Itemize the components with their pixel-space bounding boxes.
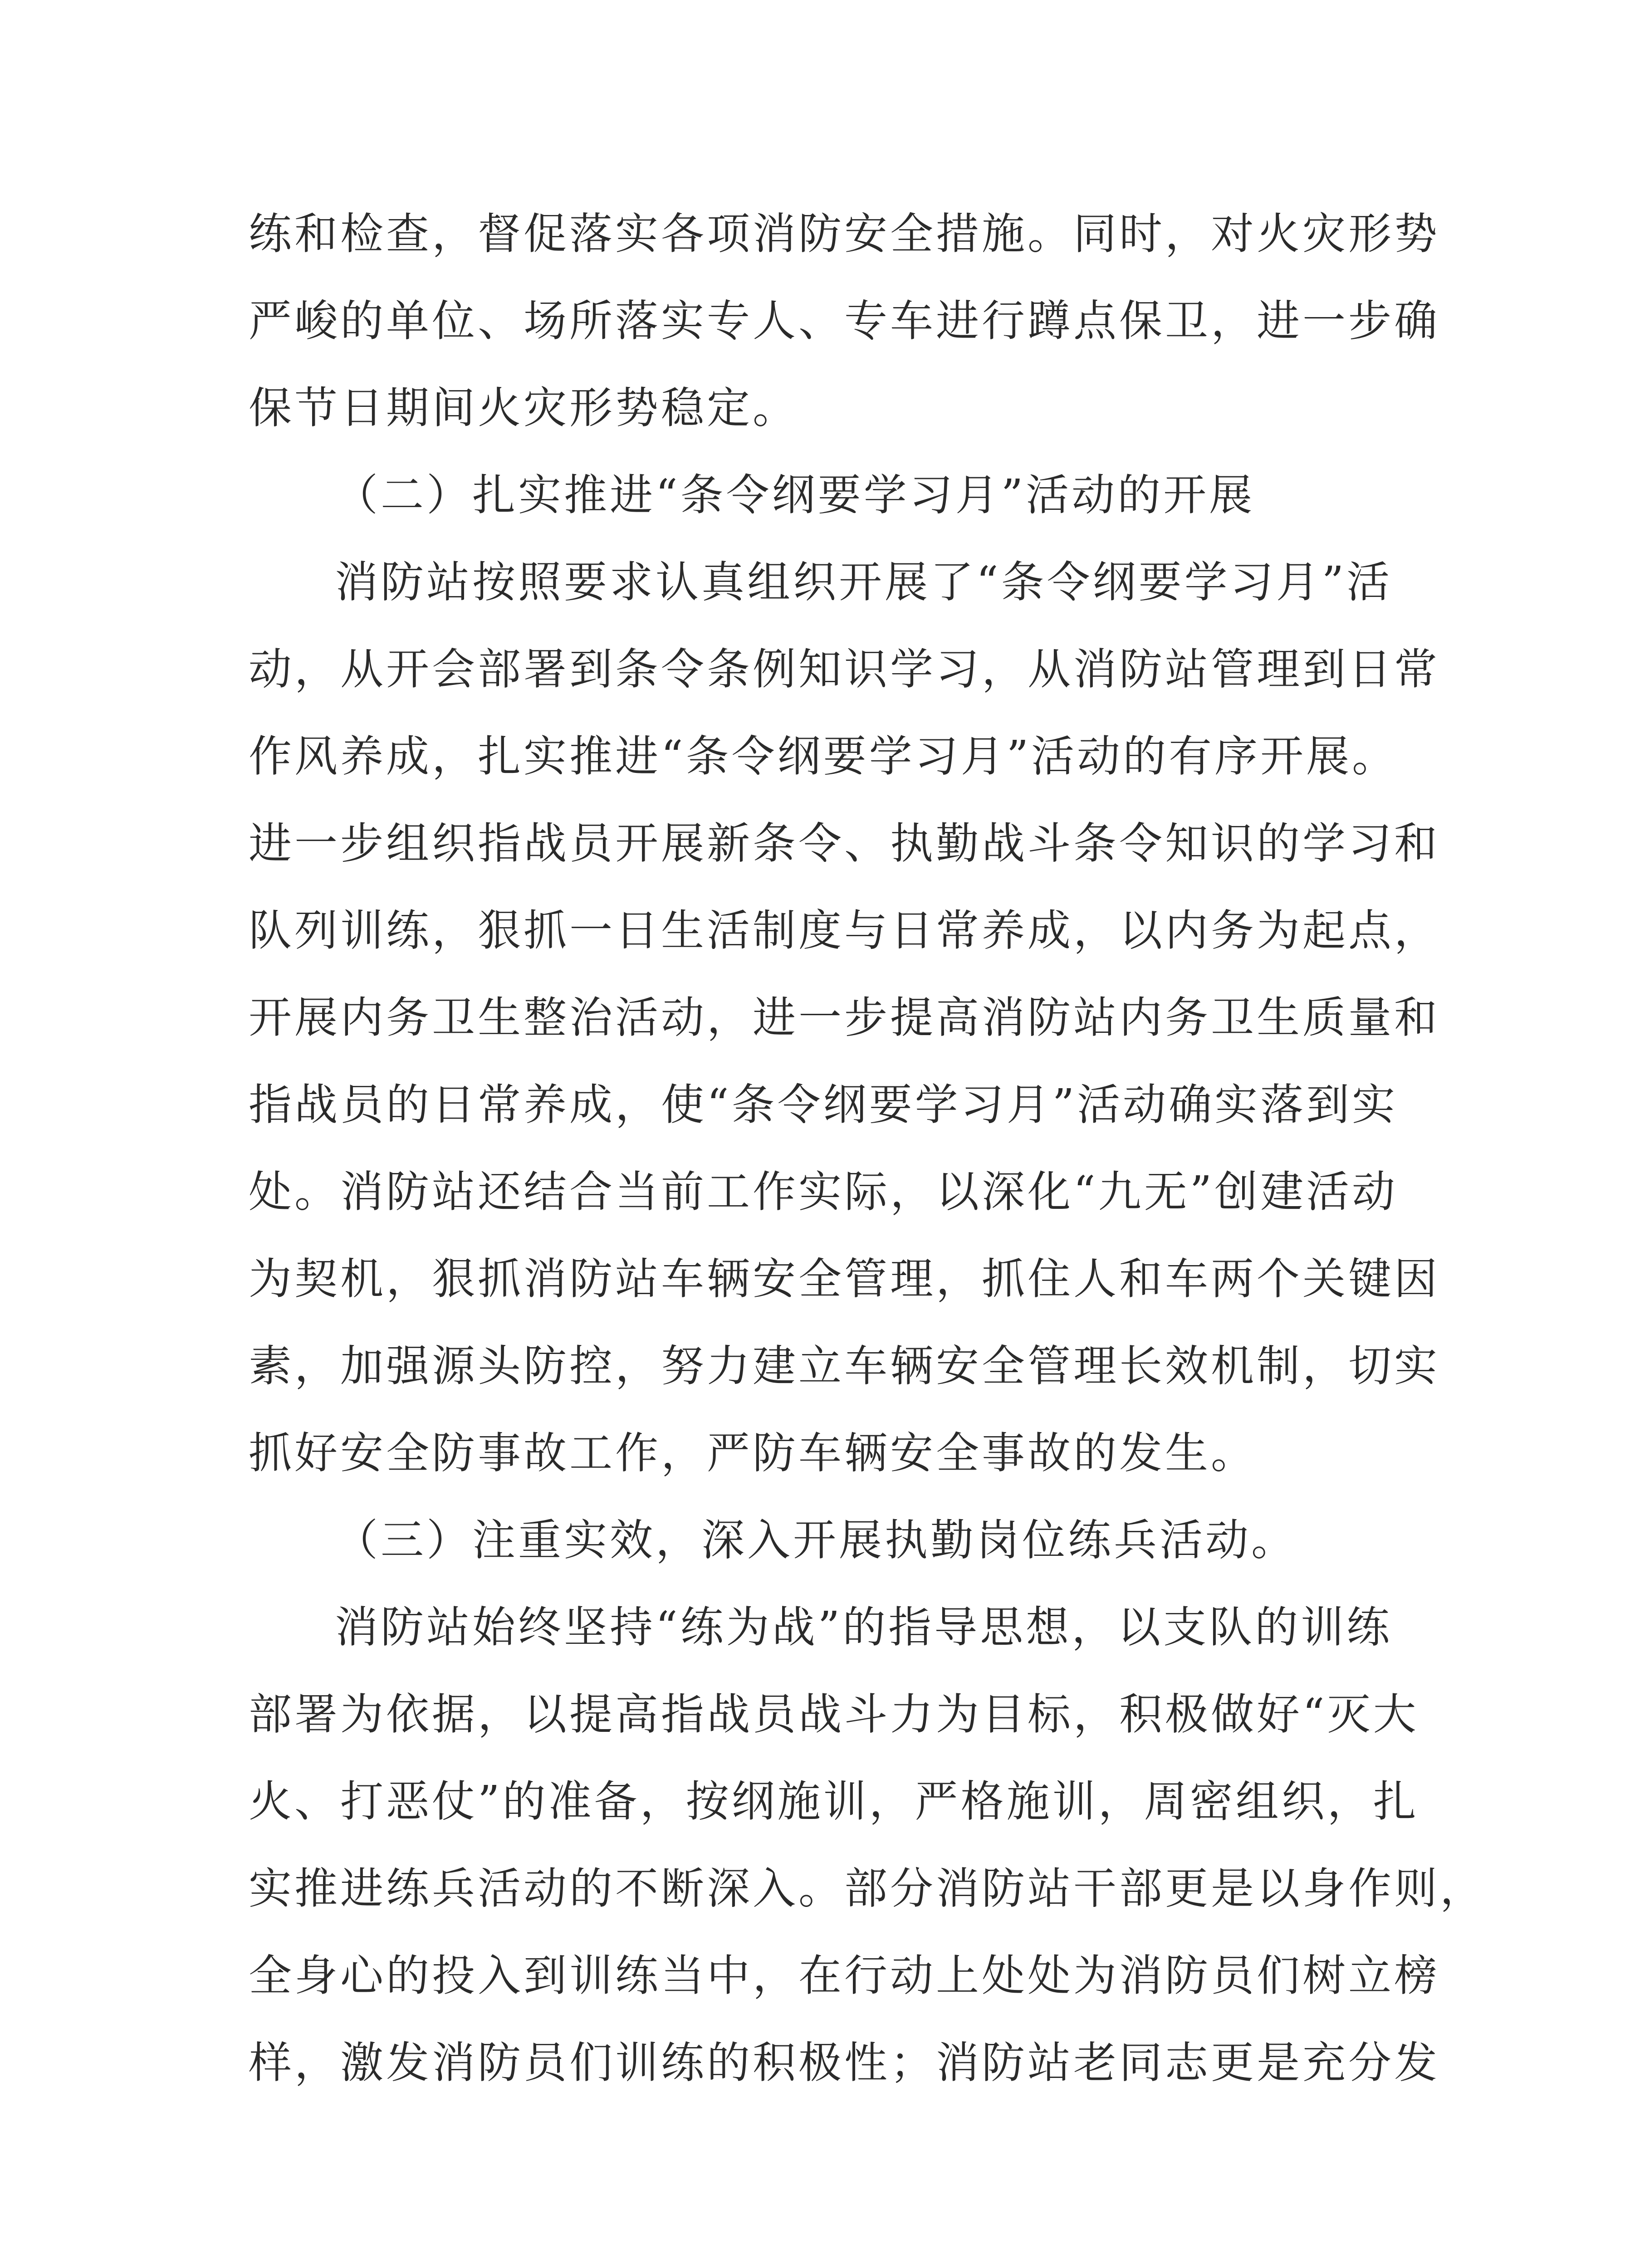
section-heading: （三）注重实效，深入开展执勤岗位练兵活动。 (335, 1515, 1297, 1565)
paragraph-line: 为契机，狠抓消防站车辆安全管理，抓住人和车两个关键因 (249, 1254, 1440, 1304)
paragraph-line: 消防站按照要求认真组织开展了“条令纲要学习月”活 (335, 557, 1393, 607)
paragraph-line: 火、打恶仗”的准备，按纲施训，严格施训，周密组织，扎 (249, 1777, 1419, 1827)
paragraph-line: 消防站始终坚持“练为战”的指导思想，以支队的训练 (335, 1603, 1393, 1652)
paragraph-line: 全身心的投入到训练当中，在行动上处处为消防员们树立榜 (249, 1951, 1440, 2001)
paragraph-line: 样，激发消防员们训练的积极性；消防站老同志更是充分发 (249, 2038, 1440, 2088)
paragraph-line: 动，从开会部署到条令条例知识学习，从消防站管理到日常 (249, 645, 1440, 694)
paragraph-line: 开展内务卫生整治活动，进一步提高消防站内务卫生质量和 (249, 993, 1440, 1043)
paragraph-line: 练和检查，督促落实各项消防安全措施。同时，对火灾形势 (249, 209, 1440, 259)
paragraph-line: 队列训练，狠抓一日生活制度与日常养成，以内务为起点， (249, 906, 1440, 956)
paragraph-line: 进一步组织指战员开展新条令、执勤战斗条令知识的学习和 (249, 819, 1440, 869)
paragraph-line: 素，加强源头防控，努力建立车辆安全管理长效机制，切实 (249, 1341, 1440, 1391)
paragraph-line: 抓好安全防事故工作，严防车辆安全事故的发生。 (249, 1428, 1257, 1478)
paragraph-line: 严峻的单位、场所落实专人、专车进行蹲点保卫，进一步确 (249, 296, 1440, 346)
paragraph-line: 保节日期间火灾形势稳定。 (249, 383, 799, 433)
paragraph-line: 部署为依据，以提高指战员战斗力为目标，积极做好“灭大 (249, 1690, 1419, 1740)
document-body (249, 191, 1486, 2107)
paragraph-line: 作风养成，扎实推进“条令纲要学习月”活动的有序开展。 (249, 732, 1398, 782)
paragraph-line: 实推进练兵活动的不断深入。部分消防站干部更是以身作则， (249, 1864, 1486, 1914)
paragraph-line: 处。消防站还结合当前工作实际，以深化“九无”创建活动 (249, 1167, 1398, 1217)
paragraph-line: 指战员的日常养成，使“条令纲要学习月”活动确实落到实 (249, 1080, 1398, 1130)
section-heading: （二）扎实推进“条令纲要学习月”活动的开展 (335, 470, 1255, 520)
